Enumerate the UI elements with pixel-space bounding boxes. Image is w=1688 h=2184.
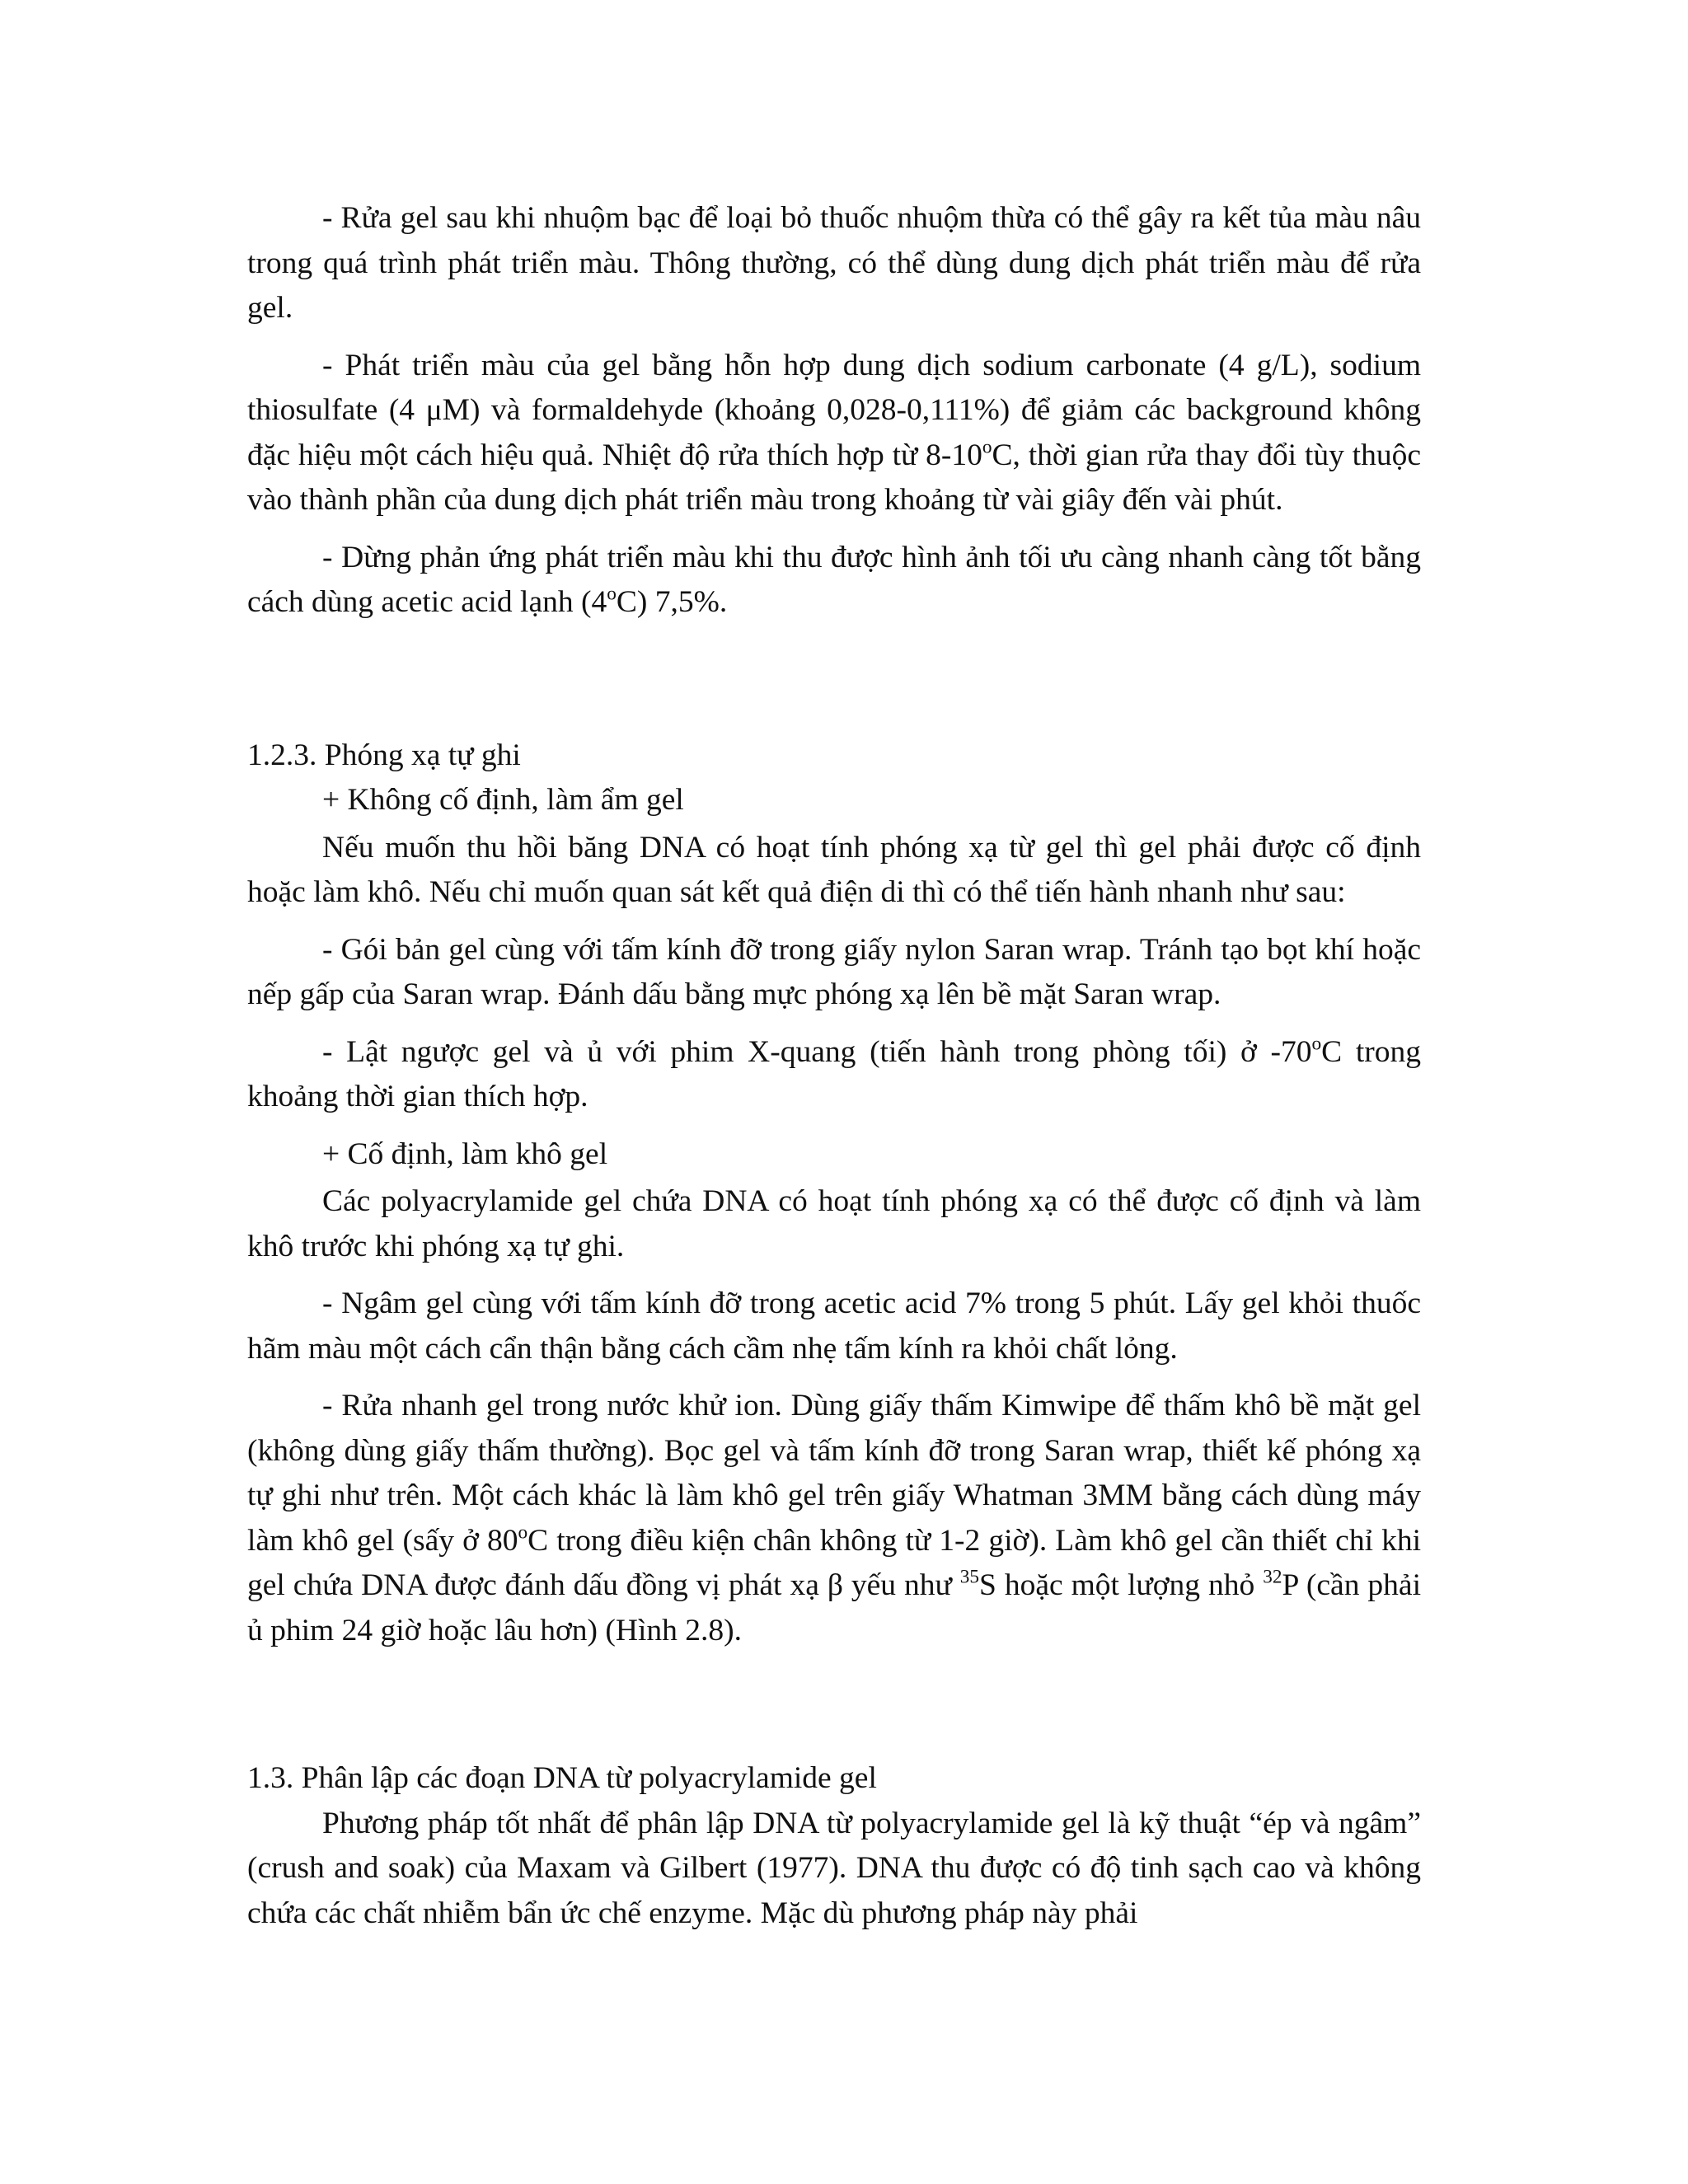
section-spacer — [247, 638, 1421, 733]
paragraph-stop-reaction: - Dừng phản ứng phát triển màu khi thu được hình ảnh tối ưu càng nhanh càng tốt bằng cách dùng acetic acid lạnh (4$^o$C) 7,5%. — [247, 540, 1421, 619]
paragraph-step-soak: - Ngâm gel cùng với tấm kính đỡ trong acetic acid 7% trong 5 phút. Lấy gel khỏi thuốc hãm màu một cách cẩn thận bằng cách cầm nhẹ tấm kính ra khỏi chất lỏng. — [247, 1286, 1421, 1366]
paragraph-silver-wash: - Rửa gel sau khi nhuộm bạc để loại bỏ thuốc nhuộm thừa có thể gây ra kết tủa màu nâu trong quá trình phát triển màu. Thông thường, có thể dùng dung dịch phát triển màu để rửa gel. — [247, 201, 1421, 325]
document-page — [247, 196, 1421, 1948]
subheading-fix-dry: + Cố định, làm khô gel — [322, 1137, 608, 1171]
paragraph-step-rinse: - Rửa nhanh gel trong nước khử ion. Dùng giấy thấm Kimwipe để thấm khô bề mặt gel (không dùng giấy thấm thường). Bọc gel và tấm kính đỡ trong Saran wrap, thiết kế phóng xạ tự ghi như trên. Một cách khác là làm khô gel trên giấy Whatman 3MM bằng cách dùng máy làm khô gel (sấy ở 80$^o$C trong điều kiện chân không từ 1-2 giờ). Làm khô gel cần thiết chỉ khi gel chứa DNA được đánh dấu đồng vị phát xạ β yếu như $^{35}$S hoặc một lượng nhỏ $^{32}$P (cần phải ủ phim 24 giờ hoặc lâu hơn) (Hình 2.8). — [247, 1389, 1421, 1647]
paragraph-step-wrap: - Gói bản gel cùng với tấm kính đỡ trong giấy nylon Saran wrap. Tránh tạo bọt khí hoặc nếp gấp của Saran wrap. Đánh dấu bằng mực phóng xạ lên bề mặt Saran wrap. — [247, 932, 1421, 1011]
paragraph-color-develop: - Phát triển màu của gel bằng hỗn hợp dung dịch sodium carbonate (4 g/L), sodium thiosulfate (4 μM) và formaldehyde (khoảng 0,028-0,111%) để giảm các background không đặc hiệu một cách hiệu quả. Nhiệt độ rửa thích hợp từ 8-10$^o$C, thời gian rửa thay đổi tùy thuộc vào thành phần của dung dịch phát triển màu trong khoảng từ vài giây đến vài phút. — [247, 348, 1421, 517]
paragraph-fix-intro: Các polyacrylamide gel chứa DNA có hoạt tính phóng xạ có thể được cố định và làm khô trước khi phóng xạ tự ghi. — [247, 1184, 1421, 1263]
subheading-no-fix: + Không cố định, làm ẩm gel — [322, 783, 684, 817]
paragraph-isolation: Phương pháp tốt nhất để phân lập DNA từ polyacrylamide gel là kỹ thuật “ép và ngâm” (crush and soak) của Maxam và Gilbert (1977). DNA thu được có độ tinh sạch cao và không chứa các chất nhiễm bẩn ức chế enzyme. Mặc dù phương pháp này phải — [247, 1806, 1421, 1930]
section-spacer — [247, 1666, 1421, 1756]
paragraph-step-flip: - Lật ngược gel và ủ với phim X-quang (tiến hành trong phòng tối) ở -70$^o$C trong khoảng thời gian thích hợp. — [247, 1033, 1421, 1113]
section-heading-1-2-3: 1.2.3. Phóng xạ tự ghi — [247, 738, 521, 772]
paragraph-intro: Nếu muốn thu hồi băng DNA có hoạt tính phóng xạ từ gel thì gel phải được cố định hoặc làm khô. Nếu chỉ muốn quan sát kết quả điện di thì có thể tiến hành nhanh như sau: — [247, 830, 1421, 909]
section-heading-1-3: 1.3. Phân lập các đoạn DNA từ polyacrylamide gel — [247, 1761, 877, 1795]
